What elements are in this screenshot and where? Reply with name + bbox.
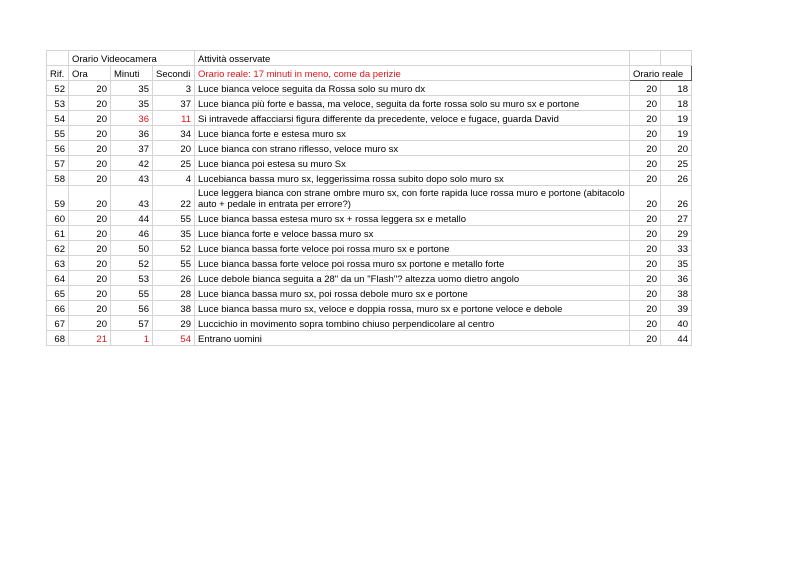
real-minute-cell: 36 — [661, 271, 692, 286]
header-row-1 — [47, 51, 692, 66]
rif-cell: 56 — [47, 141, 69, 156]
ora-cell: 20 — [69, 126, 111, 141]
real-minute-cell: 25 — [661, 156, 692, 171]
minuti-cell: 50 — [111, 241, 153, 256]
minuti-cell: 35 — [111, 96, 153, 111]
ora-cell: 20 — [69, 171, 111, 186]
observation-table — [46, 50, 692, 346]
secondi-cell: 55 — [153, 211, 195, 226]
rif-cell: 59 — [47, 186, 69, 211]
secondi-cell: 34 — [153, 126, 195, 141]
table-row — [47, 126, 692, 141]
real-minute-cell: 18 — [661, 81, 692, 96]
ora-cell: 21 — [69, 331, 111, 346]
description-cell: Lucebianca bassa muro sx, leggerissima rossa subito dopo solo muro sx — [195, 171, 630, 186]
minuti-cell: 53 — [111, 271, 153, 286]
table-row — [47, 256, 692, 271]
real-minute-cell: 27 — [661, 211, 692, 226]
description-cell: Luce bianca bassa estesa muro sx + rossa leggera sx e metallo — [195, 211, 630, 226]
rif-cell: 57 — [47, 156, 69, 171]
ora-header: Ora — [69, 66, 111, 81]
secondi-cell: 4 — [153, 171, 195, 186]
real-hour-cell: 20 — [630, 81, 661, 96]
real-hour-cell: 20 — [630, 111, 661, 126]
real-minute-cell: 26 — [661, 171, 692, 186]
table-row — [47, 226, 692, 241]
table-row — [47, 141, 692, 156]
table-row — [47, 96, 692, 111]
secondi-cell: 52 — [153, 241, 195, 256]
real-hour-cell: 20 — [630, 211, 661, 226]
minuti-cell: 36 — [111, 126, 153, 141]
description-cell: Luce bianca poi estesa su muro Sx — [195, 156, 630, 171]
real-minute-cell: 18 — [661, 96, 692, 111]
secondi-cell: 38 — [153, 301, 195, 316]
real-minute-cell: 19 — [661, 126, 692, 141]
real-minute-cell: 33 — [661, 241, 692, 256]
description-cell: Luce debole bianca seguita a 28" da un "Flash"? altezza uomo dietro angolo — [195, 271, 630, 286]
real-hour-cell: 20 — [630, 226, 661, 241]
secondi-cell: 25 — [153, 156, 195, 171]
ora-cell: 20 — [69, 301, 111, 316]
table-row — [47, 301, 692, 316]
real-minute-cell: 20 — [661, 141, 692, 156]
camera-time-header: Orario Videocamera — [69, 51, 195, 66]
ora-cell: 20 — [69, 186, 111, 211]
ora-cell: 20 — [69, 141, 111, 156]
table-row — [47, 316, 692, 331]
real-minute-cell: 38 — [661, 286, 692, 301]
real-hour-cell: 20 — [630, 301, 661, 316]
real-time-header: Orario reale — [630, 66, 692, 81]
description-cell: Luce bianca forte e veloce bassa muro sx — [195, 226, 630, 241]
header-row-2 — [47, 66, 692, 81]
minuti-header: Minuti — [111, 66, 153, 81]
ora-cell: 20 — [69, 111, 111, 126]
secondi-cell: 55 — [153, 256, 195, 271]
minuti-cell: 57 — [111, 316, 153, 331]
ora-cell: 20 — [69, 271, 111, 286]
real-hour-cell: 20 — [630, 286, 661, 301]
minuti-cell: 42 — [111, 156, 153, 171]
description-cell: Luce bianca bassa muro sx, poi rossa debole muro sx e portone — [195, 286, 630, 301]
minuti-cell: 55 — [111, 286, 153, 301]
table-row — [47, 241, 692, 256]
description-cell: Luce leggera bianca con strane ombre muro sx, con forte rapida luce rossa muro e portone (abitacolo auto + pedale in entrata per errore?) — [195, 186, 630, 211]
secondi-cell: 3 — [153, 81, 195, 96]
real-minute-cell: 40 — [661, 316, 692, 331]
real-minute-cell: 26 — [661, 186, 692, 211]
secondi-cell: 28 — [153, 286, 195, 301]
rif-cell: 54 — [47, 111, 69, 126]
activity-header: Attività osservate — [195, 51, 630, 66]
table-row — [47, 286, 692, 301]
real-hour-cell: 20 — [630, 241, 661, 256]
real-minute-cell: 39 — [661, 301, 692, 316]
minuti-cell: 35 — [111, 81, 153, 96]
secondi-cell: 54 — [153, 331, 195, 346]
ora-cell: 20 — [69, 211, 111, 226]
table-row — [47, 111, 692, 126]
minuti-cell: 44 — [111, 211, 153, 226]
table-row — [47, 186, 692, 211]
minuti-cell: 37 — [111, 141, 153, 156]
real-hour-cell: 20 — [630, 171, 661, 186]
rif-cell: 60 — [47, 211, 69, 226]
rif-cell: 65 — [47, 286, 69, 301]
secondi-cell: 26 — [153, 271, 195, 286]
real-hour-cell: 20 — [630, 271, 661, 286]
ora-cell: 20 — [69, 156, 111, 171]
rif-cell: 67 — [47, 316, 69, 331]
real-minute-cell: 29 — [661, 226, 692, 241]
empty-cell — [661, 51, 692, 66]
real-hour-cell: 20 — [630, 331, 661, 346]
description-cell: Luce bianca più forte e bassa, ma veloce, seguita da forte rossa solo su muro sx e portone — [195, 96, 630, 111]
secondi-cell: 11 — [153, 111, 195, 126]
real-minute-cell: 35 — [661, 256, 692, 271]
secondi-cell: 37 — [153, 96, 195, 111]
rif-cell: 53 — [47, 96, 69, 111]
description-cell: Si intravede affacciarsi figura differente da precedente, veloce e fugace, guarda David — [195, 111, 630, 126]
real-hour-cell: 20 — [630, 316, 661, 331]
ora-cell: 20 — [69, 286, 111, 301]
rif-cell: 52 — [47, 81, 69, 96]
real-hour-cell: 20 — [630, 96, 661, 111]
real-hour-cell: 20 — [630, 141, 661, 156]
real-time-note: Orario reale: 17 minuti in meno, come da perizie — [195, 66, 630, 81]
empty-cell — [630, 51, 661, 66]
table-row — [47, 331, 692, 346]
secondi-cell: 20 — [153, 141, 195, 156]
description-cell: Luce bianca bassa muro sx, veloce e doppia rossa, muro sx e portone veloce e debole — [195, 301, 630, 316]
minuti-cell: 1 — [111, 331, 153, 346]
rif-cell: 61 — [47, 226, 69, 241]
rif-cell: 55 — [47, 126, 69, 141]
rif-cell: 63 — [47, 256, 69, 271]
secondi-cell: 22 — [153, 186, 195, 211]
secondi-header: Secondi — [153, 66, 195, 81]
table-row — [47, 271, 692, 286]
rif-cell: 62 — [47, 241, 69, 256]
rif-cell: 58 — [47, 171, 69, 186]
minuti-cell: 56 — [111, 301, 153, 316]
description-cell: Luce bianca bassa forte veloce poi rossa muro sx portone e metallo forte — [195, 256, 630, 271]
description-cell: Luce bianca con strano riflesso, veloce muro sx — [195, 141, 630, 156]
real-hour-cell: 20 — [630, 186, 661, 211]
description-cell: Luccichio in movimento sopra tombino chiuso perpendicolare al centro — [195, 316, 630, 331]
real-minute-cell: 44 — [661, 331, 692, 346]
minuti-cell: 43 — [111, 186, 153, 211]
minuti-cell: 43 — [111, 171, 153, 186]
rif-cell: 68 — [47, 331, 69, 346]
description-cell: Luce bianca bassa forte veloce poi rossa muro sx e portone — [195, 241, 630, 256]
description-cell: Luce bianca forte e estesa muro sx — [195, 126, 630, 141]
table-row — [47, 81, 692, 96]
rif-header: Rif. — [47, 66, 69, 81]
rif-cell: 66 — [47, 301, 69, 316]
ora-cell: 20 — [69, 316, 111, 331]
table-row — [47, 211, 692, 226]
description-cell: Luce bianca veloce seguita da Rossa solo su muro dx — [195, 81, 630, 96]
table-row — [47, 156, 692, 171]
description-cell: Entrano uomini — [195, 331, 630, 346]
ora-cell: 20 — [69, 256, 111, 271]
real-hour-cell: 20 — [630, 256, 661, 271]
secondi-cell: 35 — [153, 226, 195, 241]
empty-cell — [47, 51, 69, 66]
ora-cell: 20 — [69, 81, 111, 96]
real-minute-cell: 19 — [661, 111, 692, 126]
real-hour-cell: 20 — [630, 126, 661, 141]
ora-cell: 20 — [69, 96, 111, 111]
real-hour-cell: 20 — [630, 156, 661, 171]
rif-cell: 64 — [47, 271, 69, 286]
minuti-cell: 36 — [111, 111, 153, 126]
table-row — [47, 171, 692, 186]
minuti-cell: 52 — [111, 256, 153, 271]
ora-cell: 20 — [69, 241, 111, 256]
ora-cell: 20 — [69, 226, 111, 241]
secondi-cell: 29 — [153, 316, 195, 331]
minuti-cell: 46 — [111, 226, 153, 241]
